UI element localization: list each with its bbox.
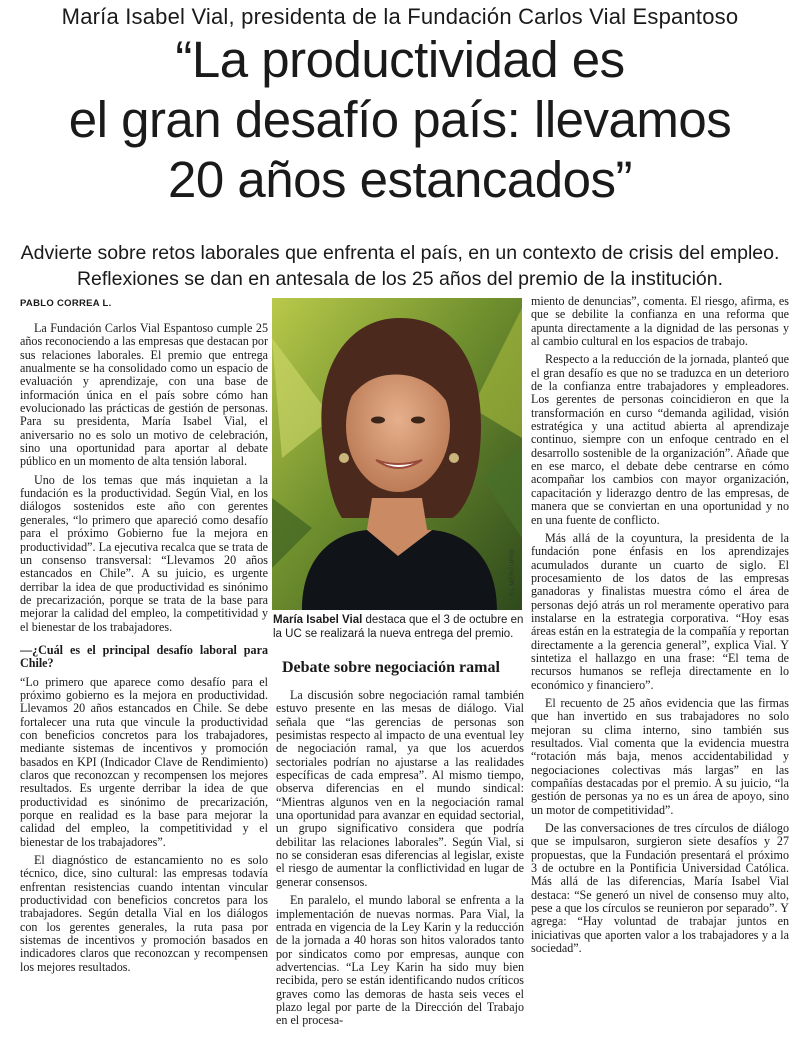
caption-name: María Isabel Vial (273, 614, 363, 626)
portrait-photo (272, 298, 522, 610)
interview-question: —¿Cuál es el principal desafío laboral para Chile? (20, 642, 268, 671)
deck-line: Advierte sobre retos laborales que enfrenta el país, en un contexto de crisis del empleo. (20, 242, 780, 264)
headline-line: el gran desafío país: llevamos (68, 91, 732, 148)
column-3 (531, 295, 789, 956)
paragraph: En paralelo, el mundo laboral se enfrenta a la implementación de nuevas normas. Para Vial, la entrada en vigencia de la Ley Karin y la reducción de la jornada a 40 horas son hitos valorados tanto por sindicatos como por empresas, aunque con advertencias. “La Ley Karin ha sido muy bien recibida, pero se están identificando nudos críticos graves como las demoras de hasta seis veces el plazo legal por parte de la Dirección del Trabajo en el procesa- (276, 893, 524, 1028)
byline: PABLO CORREA L. (20, 298, 112, 309)
paragraph: El diagnóstico de estancamiento no es solo técnico, dice, sino cultural: las empresas todavía enfrentan resistencias cuando intentan vincular productividad con beneficios concretos para los trabajadores. Según detalla Vial en los diálogos con los gerentes generales, la ruta pasa por sistemas de incentivos y promoción basados en indicadores claros que reconozcan y recompensen los mejores resultados. (20, 853, 268, 974)
photo-caption (273, 613, 525, 641)
article-headline (0, 30, 800, 210)
paragraph: “Lo primero que aparece como desafío para el próximo gobierno es la mejora en productividad. Llevamos 20 años estancados en Chile. Se debe fortalecer una ruta que vincule la productividad con beneficios concretos para los trabajadores, mediante sistemas de incentivos y promoción basados en KPI (Indicador Clave de Rendimiento) claros que reconozcan y recompensen los mejores resultados. Es urgente derribar la idea de que productividad es sinónimo de precarización, porque en realidad es la base para mejorar la calidad del empleo, la competitividad y el bienestar de los trabajadores”. (20, 674, 268, 849)
photo-credit: EL MERCURIO (510, 549, 516, 596)
article-deck (0, 240, 800, 292)
headline-line: 20 años estancados” (168, 151, 632, 208)
column-2 (276, 689, 524, 1028)
caption-text: destaca que el 3 de octubre en la UC se realizará la nueva entrega del premio. (273, 614, 524, 640)
paragraph: Uno de los temas que más inquietan a la fundación es la productividad. Según Vial, en los diálogos sostenidos este año con gerentes generales, “lo primero que apareció como desafío para el próximo Gobierno fue la mejora en productividad”. La ejecutiva recalca que se trata de un consenso transversal: “Llevamos 20 años estancados en Chile”. A su juicio, es urgente derribar la idea de que productividad es sinónimo de precarización, porque se trata de la base para mejorar la calidad del empleo, la competitividad y el bienestar de los trabajadores. (20, 472, 268, 634)
headline-line: “La productividad es (175, 31, 625, 88)
article-kicker: María Isabel Vial, presidenta de la Fundación Carlos Vial Espantoso (61, 4, 739, 29)
paragraph: De las conversaciones de tres círculos de diálogo que se impulsaron, surgieron siete desafíos y 27 propuestas, que la Fundación presentará el próximo 3 de octubre en la Pontificia Universidad Católica. Más allá de las diferencias, María Isabel Vial destaca: “Se generó un nivel de consenso muy alto, pese a que los círculos se reunieron por separado”. Y agrega: “Hay voluntad de trabajar juntos en iniciativas que aporten valor a los trabajadores y a la sociedad”. (531, 821, 789, 956)
paragraph: Respecto a la reducción de la jornada, planteó que el gran desafío es que no se traduzca en un deterioro de la confianza entre trabajadores y empleadores. Los gerentes de personas coincidieron en que la transformación en curso “demanda agilidad, visión estratégica y una actitud abierta al aprendizaje continuo, siempre con un enfoque centrado en el desarrollo sostenible de la organización”. Añade que en ese marco, el debate debe centrarse en cómo acompañar los cambios con mayor organización, capacitación y liderazgo dentro de las empresas, de manera que se conviertan en una oportunidad y no en una fuente de conflicto. (531, 352, 789, 527)
paragraph: Más allá de la coyuntura, la presidenta de la fundación pone énfasis en los aprendizajes acumulados durante un cuarto de siglo. El procesamiento de los datos de las empresas ganadoras y finalistas muestra cómo el área de personas dejó atrás un rol meramente operativo para instalarse en la estrategia corporativa. “Hoy esas áreas están en la estrategia de la compañía y reportan directamente a la gerencia general”, explica Vial. Y sintetiza el hallazgo en una frase: “El tema de recursos humanos se refleja directamente en lo económico y financiero”. (531, 530, 789, 692)
paragraph: La discusión sobre negociación ramal también estuvo presente en las mesas de diálogo. Vial señala que “las gerencias de personas son pesimistas respecto al impacto de una eventual ley de negociación ramal, ya que los acuerdos sectoriales podrían no ajustarse a las realidades específicas de cada empresa”. Al mismo tiempo, observa diferencias en el mundo sindical: “Mientras algunos ven en la negociación ramal una oportunidad para avanzar en equidad sectorial, un grupo significativo considera que podría debilitar las relaciones laborales”. Según Vial, si no se consideran esas diferencias al legislar, existe el riesgo de aumentar la conflictividad en lugar de generar consensos. (276, 688, 524, 889)
paragraph: El recuento de 25 años evidencia que las firmas que han invertido en sus trabajadores no solo mejoran su clima interno, sino también sus resultados. Vial comenta que la evidencia muestra “rotación más baja, menos accidentabilidad y negociaciones colectivas más largas” en las compañías destacadas por el premio. A su juicio, “la gestión de personas ya no es un área de apoyo, sino un motor de competitividad”. (531, 695, 789, 817)
paragraph: miento de denuncias”, comenta. El riesgo, afirma, es que se debilite la confianza en una reforma que apunta directamente a la dignidad de las personas y al cambio cultural en los espacios de trabajo. (531, 294, 789, 349)
paragraph: La Fundación Carlos Vial Espantoso cumple 25 años reconociendo a las empresas que destacan por sus relaciones laborales. El premio que entrega anualmente se ha consolidado como un espacio de evaluación y aprendizaje, con una base de información única en el país sobre cómo han evolucionado las prácticas de gestión de personas. Para su presidenta, María Isabel Vial, el aniversario no es solo un motivo de celebración, sino una oportunidad para aportar al debate público en un momento de alta tensión laboral. (20, 321, 268, 469)
column-1 (20, 322, 268, 974)
section-subhead: Debate sobre negociación ramal (282, 659, 500, 676)
deck-line: Reflexiones se dan en antesala de los 25 años del premio de la institución. (76, 268, 724, 290)
